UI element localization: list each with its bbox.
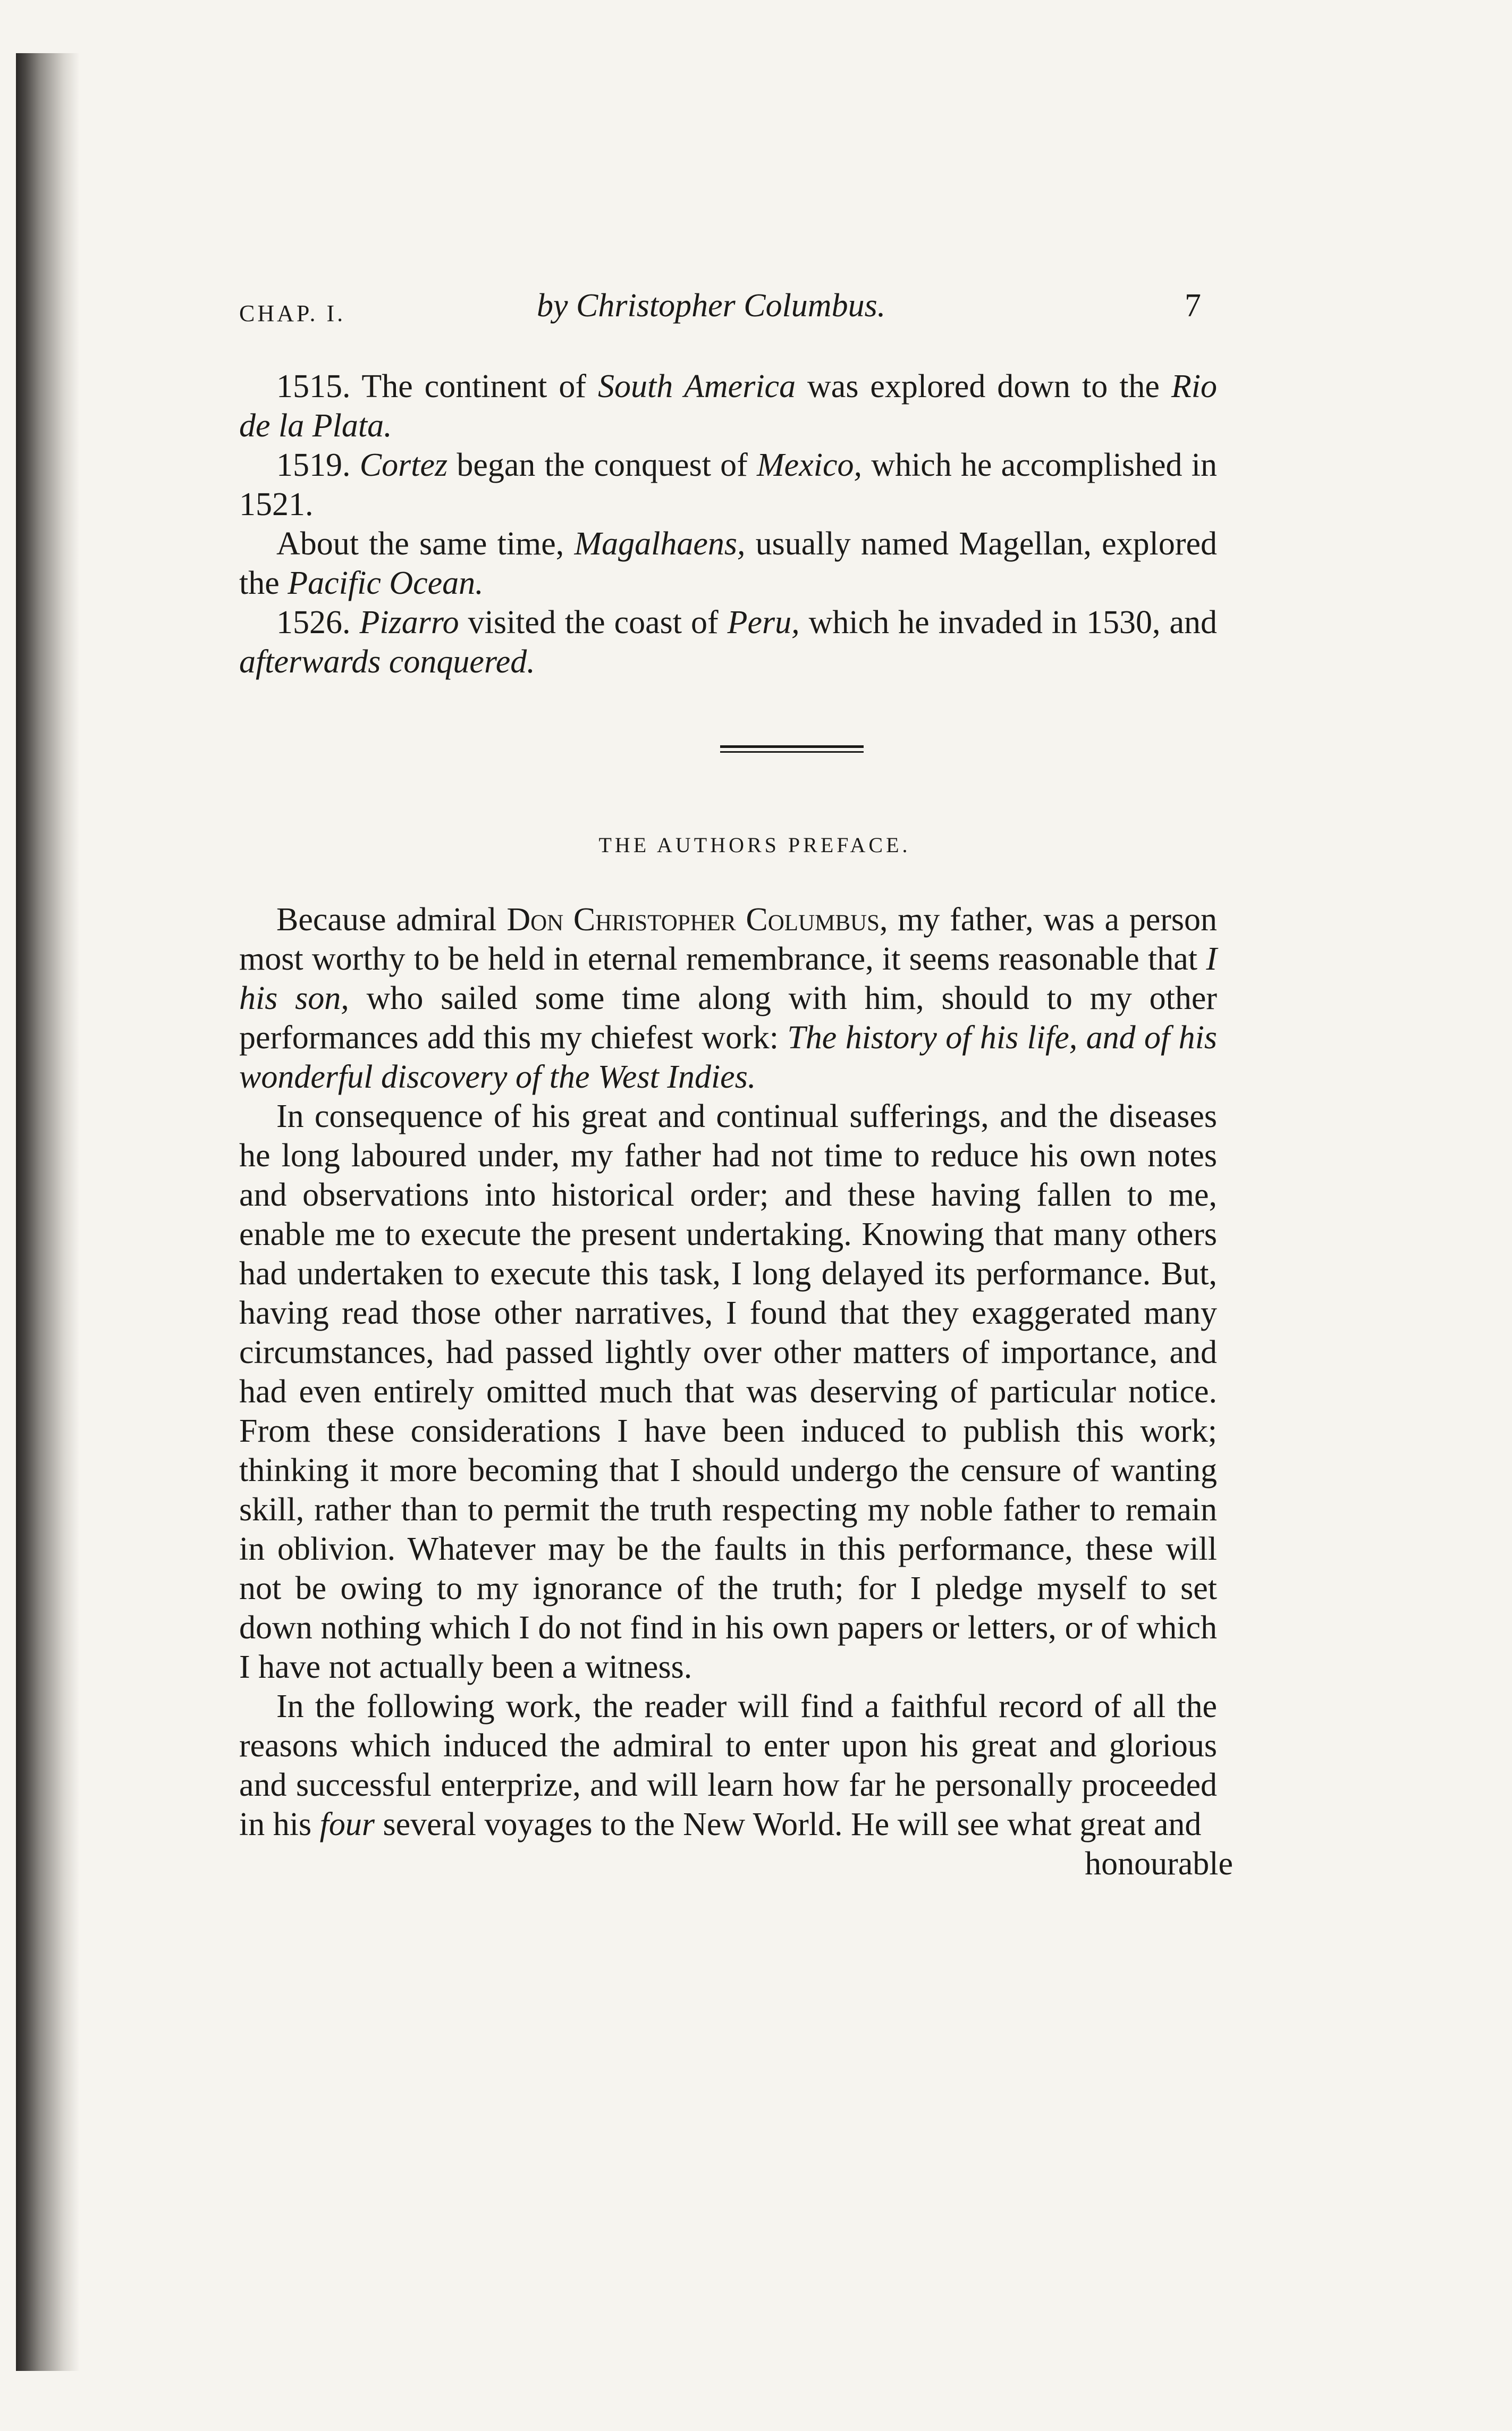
italic-text-run: Pizarro (359, 604, 459, 641)
chronology-year: 1519. (276, 447, 351, 483)
italic-text-run: afterwards conquered. (239, 644, 535, 680)
preface-paragraph (239, 900, 1217, 1097)
chronology-entry (239, 524, 1217, 603)
catchword: honourable (1085, 1846, 1233, 1882)
preface-body (239, 900, 1217, 1844)
italic-text-run: Rio de la Plata. (239, 368, 1217, 444)
text-run: which he accomplished in 1521. (239, 447, 1217, 523)
text-run: In the following work, the reader will find a faithful record of all the reasons which induced the admiral to enter upon his great and glorious and successful enterprize, and will learn how far he personally proceeded in his (239, 1688, 1217, 1843)
section-divider-rule (720, 745, 864, 753)
small-caps-text-run: Don Christopher Columbus, (506, 902, 888, 938)
italic-text-run: Mexico, (757, 447, 862, 483)
preface-paragraph (239, 1097, 1217, 1687)
chronology-entry (239, 367, 1217, 445)
chronology-year: 1526. (276, 604, 351, 641)
chapter-label: CHAP. I. (239, 300, 346, 326)
book-binding-shadow (16, 53, 80, 2371)
text-run: my father, was a person most worthy to be held in eternal remembrance, it seems reasonable that (239, 902, 1217, 977)
preface-paragraph (239, 1687, 1217, 1844)
italic-text-run: Magalhaens, (574, 526, 746, 562)
text-run (351, 604, 360, 641)
text-run: several voyages to the New World. He will see what great and (374, 1806, 1202, 1843)
page-number: 7 (1185, 288, 1201, 324)
text-run: who sailed some time along with him, should to my other performances add this my chiefest work: (239, 980, 1218, 1056)
chronology-year: 1515. (276, 368, 351, 405)
text-run: About the same time, (276, 526, 575, 562)
italic-text-run: South America (597, 368, 796, 405)
text-run: was explored down to the (796, 368, 1171, 405)
text-run: usually named Magellan, explored the (239, 526, 1217, 601)
italic-text-run: Pacific Ocean. (288, 565, 484, 601)
chronology-entry (239, 445, 1217, 524)
italic-text-run: I his son, (239, 941, 1217, 1016)
italic-text-run: Cortez (359, 447, 448, 483)
book-page (239, 287, 1233, 2094)
text-run: began the conquest of (447, 447, 757, 483)
running-head (239, 287, 1212, 335)
italic-text-run: The history of his life, and of his wonderful discovery of the West Indies. (239, 1020, 1217, 1095)
italic-text-run: four (319, 1806, 375, 1843)
preface-heading: THE AUTHORS PREFACE. (598, 833, 911, 857)
text-run: which he invaded in 1530, and (799, 604, 1217, 641)
text-run: Because admiral (276, 902, 507, 938)
running-title: by Christopher Columbus. (537, 288, 886, 324)
chronology-entry (239, 603, 1217, 682)
italic-text-run: Peru, (727, 604, 800, 641)
chronology-list (239, 367, 1217, 682)
text-run (351, 447, 360, 483)
text-run: visited the coast of (459, 604, 728, 641)
text-run: The continent of (350, 368, 598, 405)
text-run: In consequence of his great and continual sufferings, and the diseases he long laboured under, my father had not time to reduce his own notes and observations into historical order; and these having fallen to me, enable me to execute the present undertaking. Knowing that many others had undertaken to execute this task, I long delayed its performance. But, having read those other narratives, I found that they exaggerated many circumstances, had passed lightly over other matters of importance, and had even entirely omitted much that was deserving of particular notice. From these considerations I have been induced to publish this work; thinking it more becoming that I should undergo the censure of wanting skill, rather than to permit the truth respecting my noble father to remain in oblivion. Whatever may be the faults in this performance, these will not be owing to my ignorance of the truth; for I pledge myself to set down nothing which I do not find in his own papers or letters, or of which I have not actually been a witness. (239, 1098, 1217, 1685)
